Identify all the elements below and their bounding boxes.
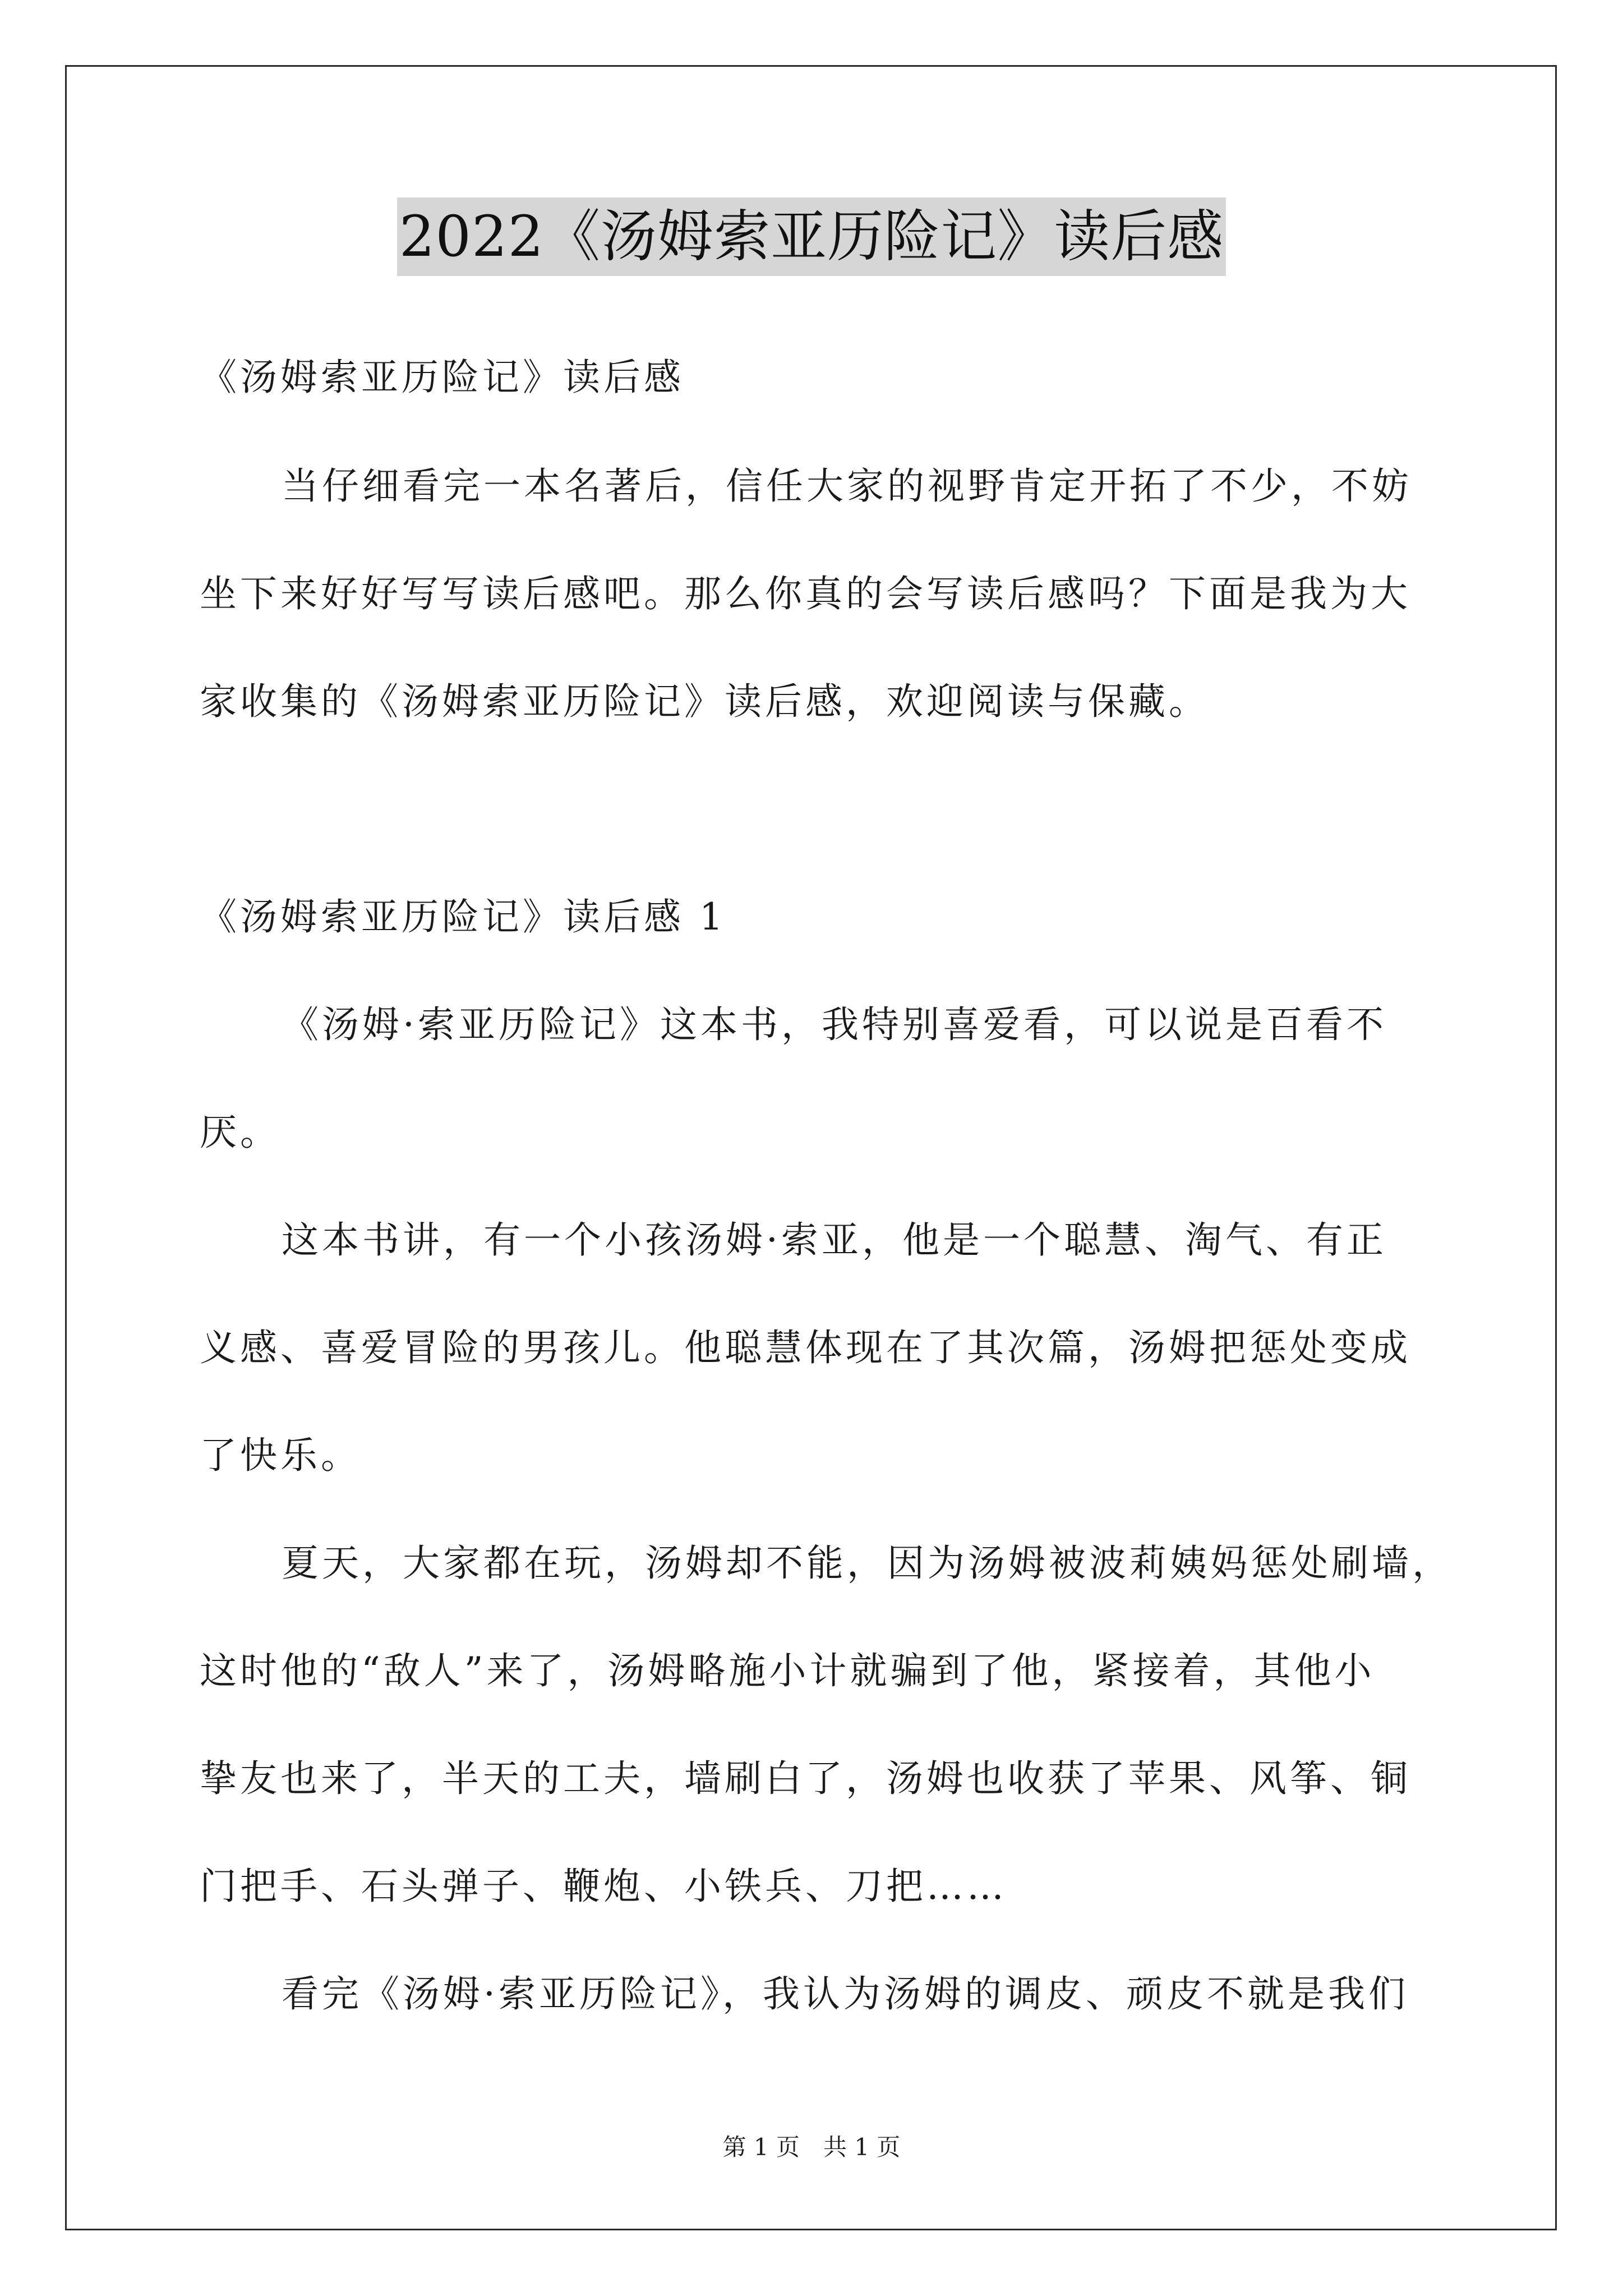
paragraph-line: 义感、喜爱冒险的男孩儿。他聪慧体现在了其次篇，汤姆把惩处变成 — [200, 1326, 1411, 1369]
paragraph-line: 这本书讲，有一个小孩汤姆·索亚，他是一个聪慧、淘气、有正 — [282, 1218, 1387, 1262]
paragraph-line: 厌。 — [200, 1111, 280, 1154]
subtitle: 《汤姆索亚历险记》读后感 — [200, 356, 684, 399]
section-heading: 《汤姆索亚历险记》读后感 1 — [200, 895, 726, 938]
paragraph-line: 《汤姆·索亚历险记》这本书，我特别喜爱看，可以说是百看不 — [282, 1003, 1387, 1046]
title-container — [0, 197, 1623, 276]
document-title: 2022《汤姆索亚历险记》读后感 — [397, 197, 1227, 276]
paragraph-line: 了快乐。 — [200, 1434, 361, 1477]
intro-line: 坐下来好好写写读后感吧。那么你真的会写读后感吗？下面是我为大 — [200, 572, 1411, 615]
paragraph-line: 这时他的“敌人”来了，汤姆略施小计就骗到了他，紧接着，其他小 — [200, 1649, 1375, 1692]
paragraph-line: 看完《汤姆·索亚历险记》，我认为汤姆的调皮、顽皮不就是我们 — [282, 1972, 1409, 2016]
paragraph-line: 夏天，大家都在玩，汤姆却不能，因为汤姆被波莉姨妈惩处刷墙， — [282, 1542, 1453, 1585]
paragraph-line: 门把手、石头弹子、鞭炮、小铁兵、刀把…… — [200, 1865, 1007, 1908]
page-number-footer: 第 1 页 共 1 页 — [722, 2133, 901, 2161]
intro-line: 家收集的《汤姆索亚历险记》读后感，欢迎阅读与保藏。 — [200, 680, 1209, 723]
paragraph-line: 挚友也来了，半天的工夫，墙刷白了，汤姆也收获了苹果、风筝、铜 — [200, 1757, 1411, 1800]
intro-line: 当仔细看完一本名著后，信任大家的视野肯定开拓了不少，不妨 — [282, 464, 1412, 508]
